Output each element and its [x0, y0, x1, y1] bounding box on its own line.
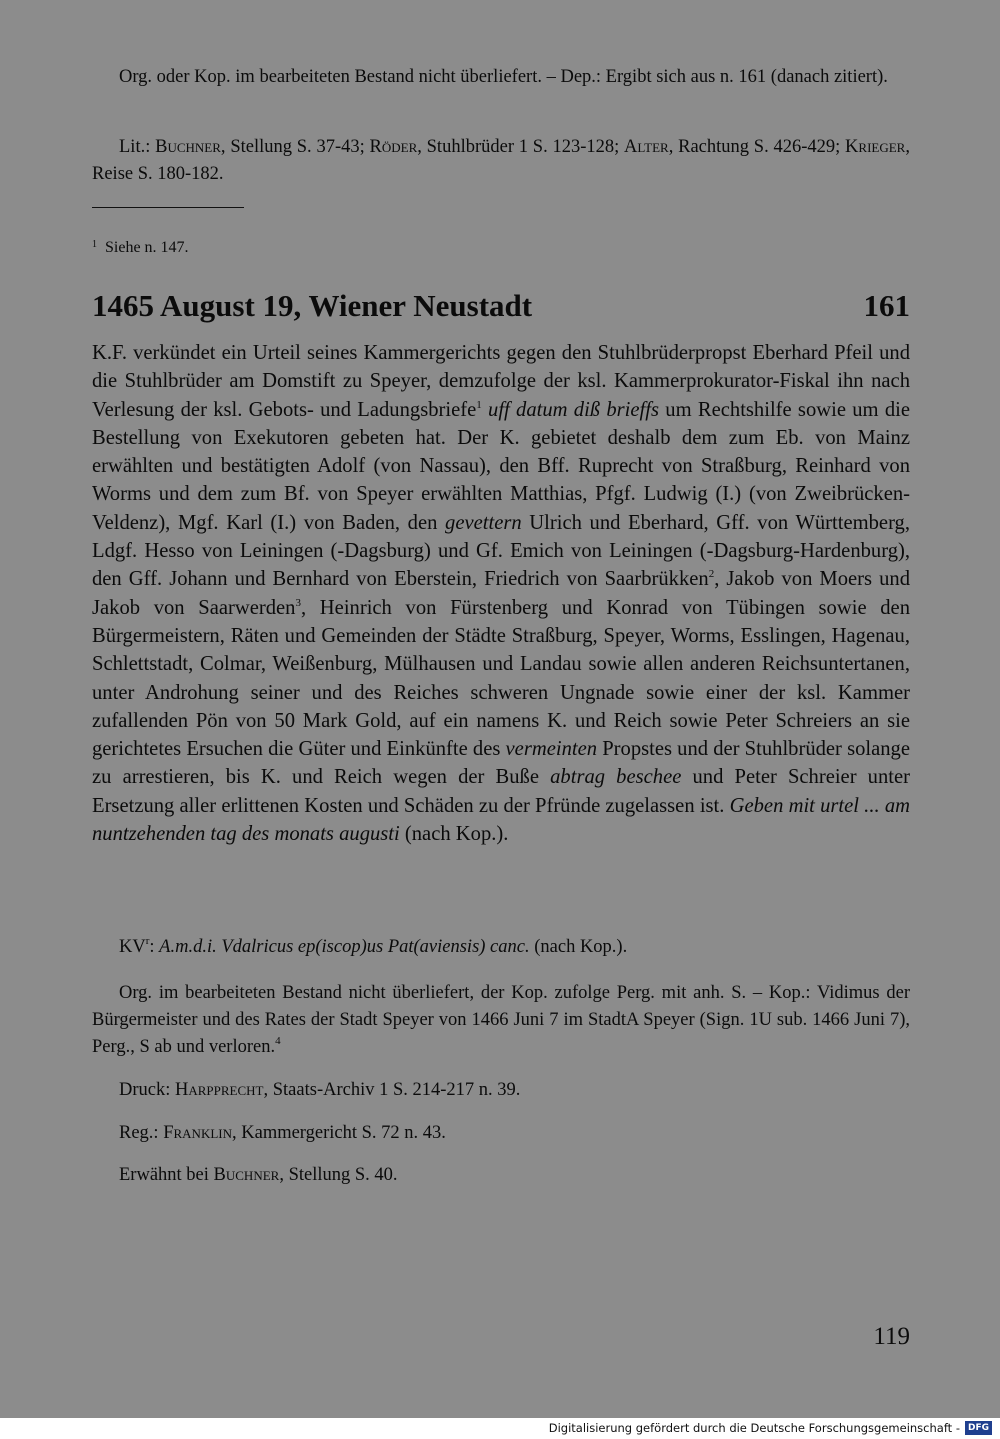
entry-heading	[92, 286, 910, 326]
regest-note	[92, 1120, 910, 1147]
footnote-text: Siehe n. 147.	[105, 239, 189, 256]
lit-text: , Stellung S. 37-43;	[220, 137, 370, 157]
regest-quote: gevettern	[445, 511, 522, 534]
regest-quote: uff datum diß brieffs	[488, 398, 660, 421]
top-literature-note	[92, 134, 910, 188]
erw-text: , Stellung S. 40.	[279, 1165, 398, 1185]
reg-label: Reg.:	[119, 1123, 164, 1143]
regest-text: K.F. verkündet ein Urteil seines Kammergerichts gegen den Stuhlbrüderpropst Eberhard Pfeil und die Stuhlbrüder am Domstift zu Speyer, demzufolge der ksl. Kammerprokurator-Fiskal ihn nach Verlesung der ksl. Gebots- und Ladungsbriefe	[92, 342, 910, 421]
reg-author: Franklin	[163, 1123, 232, 1143]
erw-label: Erwähnt bei	[119, 1165, 214, 1185]
kv-label: KV	[119, 937, 146, 957]
druck-author: Harpprecht	[175, 1080, 264, 1100]
kanzleivermerk	[92, 934, 910, 961]
regest-quote: vermeinten	[505, 738, 598, 761]
regest-text: , Jakob von Moers und Jakob von Saarwerden	[92, 568, 910, 619]
regest-text: um Rechtshilfe sowie um die Bestellung von Exekutoren gebeten hat. Der K. gebietet deshalb dem zum Eb. von Mainz erwählten und bestätigten Adolf (von Nassau), den Bff. Ruprecht von Straßburg, Reinhard von Worms und dem zum Bf. von Speyer erwählten Matthias, Pfgf. Ludwig (I.) (von Zweibrücken-Veldenz), Mgf. Karl (I.) von Baden, den	[92, 398, 911, 534]
footnote-divider	[92, 207, 244, 208]
erwaehnt-note	[92, 1162, 910, 1189]
lit-author: Krieger	[845, 137, 906, 157]
regest-text: und Peter Schreier unter Ersetzung aller erlittenen Kosten und Schäden zu der Pfründe zugelassen ist.	[92, 766, 910, 817]
footer-credit: Digitalisierung gefördert durch die Deutsche Forschungsgemeinschaft -	[548, 1421, 960, 1435]
footnote	[92, 233, 189, 260]
overlieferung-note	[92, 980, 910, 1061]
erw-author: Buchner	[213, 1165, 280, 1185]
kv-sup: r	[145, 935, 150, 947]
lit-author: Alter	[624, 137, 669, 157]
druck-text: , Staats-Archiv 1 S. 214-217 n. 39.	[263, 1080, 521, 1100]
kv-rest: (nach Kop.).	[529, 937, 628, 957]
footnote-ref: 1	[476, 398, 482, 411]
dfg-logo-icon: DFG	[965, 1421, 992, 1435]
kv-colon: :	[149, 937, 160, 957]
footer-bar	[0, 1418, 1000, 1439]
regest-text: Propstes und der Stuhlbrüder solange zu arrestieren, bis K. und Reich wegen der Buße	[92, 738, 910, 789]
top-source-note: Org. oder Kop. im bearbeiteten Bestand nicht überliefert. – Dep.: Ergibt sich aus n. 161 (danach zitiert).	[119, 67, 888, 87]
regest-text: (nach Kop.).	[399, 823, 509, 846]
regest-quote: Geben mit urtel ... am nuntzehenden tag des monats augusti	[92, 794, 910, 846]
footnote-ref: 3	[295, 596, 301, 609]
lit-text: , Stuhlbrüder 1 S. 123-128;	[417, 137, 625, 157]
page-number: 119	[873, 1323, 910, 1350]
lit-text: , Reise S. 180-182.	[92, 137, 910, 184]
entry-date-place: 1465 August 19, Wiener Neustadt	[92, 288, 533, 323]
lit-author: Röder	[369, 137, 418, 157]
footnote-ref: 2	[708, 568, 715, 581]
reg-text: , Kammergericht S. 72 n. 43.	[232, 1123, 446, 1143]
lit-author: Buchner	[155, 137, 221, 157]
regest-text: , Heinrich von Fürstenberg und Konrad von Tübingen sowie den Bürgermeistern, Räten und Gemeinden der Städte Straßburg, Speyer, Worms, Esslingen, Hagenau, Schlettstadt, Colmar, Weißenburg, Mülhausen und Landau sowie allen anderen Reichsuntertanen, unter Androhung seiner und des Reiches schweren Ungnade sowie einer der ksl. Kammer zufallenden Pön von 50 Mark Gold, auf ein namens K. und Reich sowie Peter Schreiers an sie gerichtetes Ersuchen die Güter und Einkünfte des	[92, 596, 910, 761]
entry-regest	[92, 339, 910, 848]
kv-text: A.m.d.i. Vdalricus ep(iscop)us Pat(aviensis) canc.	[159, 937, 530, 957]
entry-number: 161	[863, 288, 910, 323]
druck-label: Druck:	[119, 1080, 175, 1100]
lit-label: Lit.:	[119, 137, 156, 157]
footnote-ref: 4	[275, 1035, 281, 1047]
lit-text: , Rachtung S. 426-429;	[668, 137, 846, 157]
org-text: Org. im bearbeiteten Bestand nicht überliefert, der Kop. zufolge Perg. mit anh. S. – Kop.: Vidimus der Bürgermeister und des Rates der Stadt Speyer von 1466 Juni 7 im StadtA Speyer (Sign. 1U sub. 1466 Juni 7), Perg., S ab und verloren.	[92, 983, 910, 1057]
regest-text: Ulrich und Eberhard, Gff. von Württemberg, Ldgf. Hesso von Leiningen (-Dagsburg) und Gf. Emich von Leiningen (-Dagsburg-Hardenburg), den Gff. Johann und Bernhard von Eberstein, Friedrich von Saarbrükken	[92, 511, 911, 591]
footnote-marker: 1	[92, 239, 97, 250]
regest-quote: abtrag beschee	[550, 766, 682, 789]
druck-note	[92, 1077, 910, 1104]
